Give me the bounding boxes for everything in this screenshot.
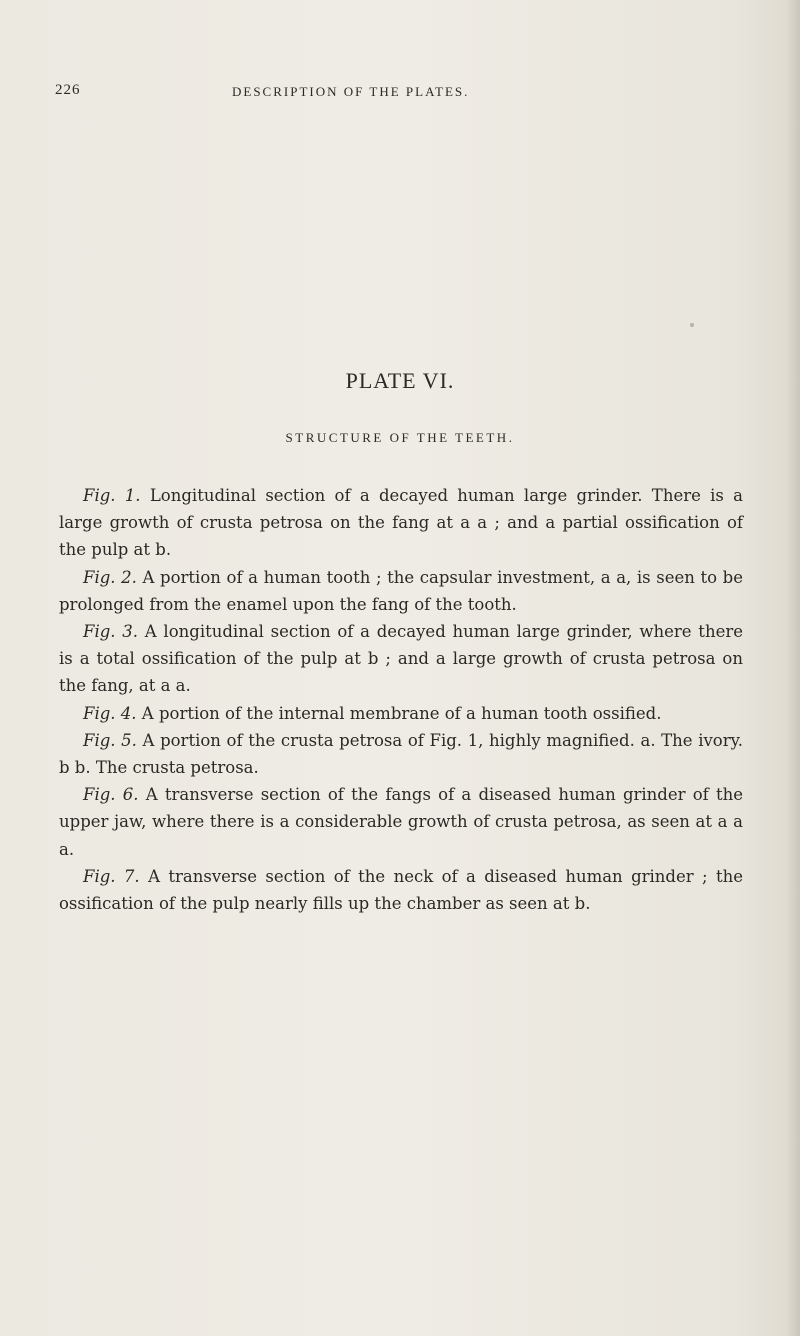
figure-text: A portion of the internal membrane of a human tooth ossified. <box>141 703 662 723</box>
figure-label: Fig. 7. <box>83 866 140 886</box>
figure-text: A portion of the crusta petrosa of Fig. 1, highly magnified. a. The ivory. b b. The crusta petrosa. <box>59 730 743 778</box>
paper-speck <box>690 323 694 327</box>
figure-text: A transverse section of the neck of a diseased human grinder ; the ossification of the pulp nearly fills up the chamber as seen at b. <box>59 866 743 914</box>
figure-text: A longitudinal section of a decayed human large grinder, where there is a total ossification of the pulp at b ; and a large growth of crusta petrosa on the fang, at a a. <box>59 622 743 696</box>
figure-entry-2 <box>59 564 743 618</box>
figure-text: A portion of a human tooth ; the capsular investment, a a, is seen to be prolonged from the enamel upon the fang of the tooth. <box>59 567 743 614</box>
running-title: DESCRIPTION OF THE PLATES. <box>232 84 470 99</box>
running-header <box>55 82 760 106</box>
figure-entry-1 <box>59 482 743 564</box>
figure-label: Fig. 4. <box>83 703 137 723</box>
figure-label: Fig. 6. <box>83 785 139 805</box>
plate-subtitle: STRUCTURE OF THE TEETH. <box>285 430 515 445</box>
figure-label: Fig. 1. <box>83 486 141 505</box>
figure-entry-3 <box>59 618 743 700</box>
figure-entry-5 <box>59 727 743 781</box>
figure-entry-4 <box>59 700 743 727</box>
figure-label: Fig. 2. <box>83 567 137 587</box>
page-edge-shadow <box>786 0 800 1336</box>
figure-label: Fig. 5. <box>83 730 137 750</box>
figure-text: Longitudinal section of a decayed human large grinder. There is a large growth of crusta petrosa on the fang at a a ; and a partial ossification of the pulp at b. <box>59 486 743 560</box>
page-number: 226 <box>55 82 81 98</box>
figure-label: Fig. 3. <box>83 622 139 642</box>
figure-entry-7 <box>59 863 743 917</box>
figure-descriptions <box>59 482 743 917</box>
plate-title: PLATE VI. <box>345 368 455 393</box>
figure-entry-6 <box>59 781 743 863</box>
figure-text: A transverse section of the fangs of a diseased human grinder of the upper jaw, where there is a considerable growth of crusta petrosa, as seen at a a a. <box>59 785 743 859</box>
